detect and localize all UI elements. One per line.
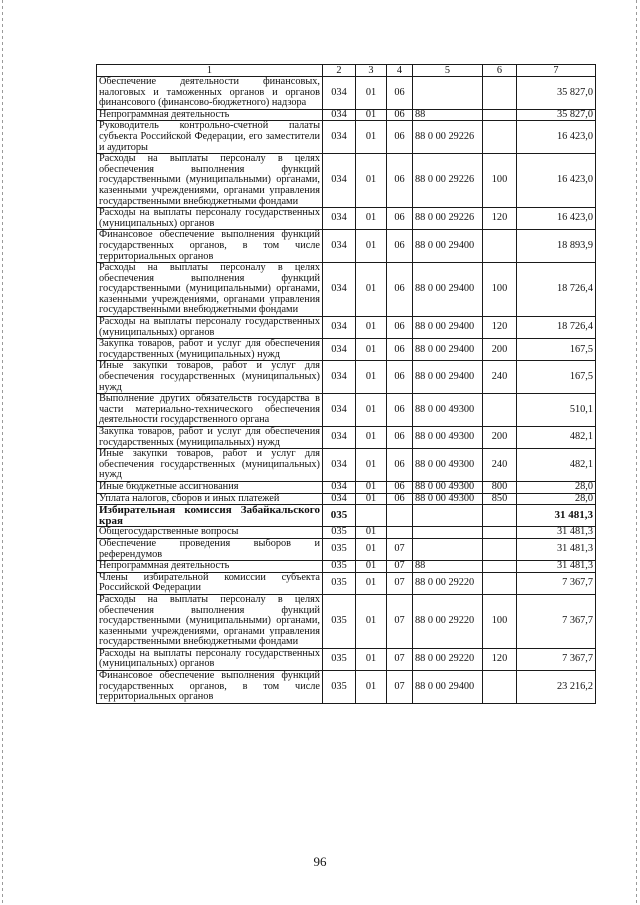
row-section-code: 01 [356, 648, 387, 670]
row-target-article: 88 0 00 49300 [413, 493, 483, 505]
row-section-code [356, 505, 387, 527]
row-expense-type [483, 572, 517, 594]
row-target-article: 88 0 00 29400 [413, 230, 483, 263]
budget-table [96, 64, 596, 704]
row-expense-type: 240 [483, 449, 517, 482]
row-amount: 167,5 [517, 361, 596, 394]
row-subsection-code [387, 505, 413, 527]
row-target-article [413, 505, 483, 527]
scan-edge-left [2, 0, 3, 905]
row-name: Расходы на выплаты персоналу государственных (муниципальных) органов [97, 648, 323, 670]
table-row [97, 493, 596, 505]
row-section-code: 01 [356, 572, 387, 594]
row-subsection-code: 06 [387, 230, 413, 263]
row-subsection-code: 06 [387, 208, 413, 230]
row-expense-type [483, 230, 517, 263]
table-row [97, 361, 596, 394]
row-amount: 16 423,0 [517, 208, 596, 230]
row-subsection-code: 06 [387, 361, 413, 394]
row-target-article: 88 [413, 109, 483, 121]
row-target-article [413, 527, 483, 539]
page-number: 96 [313, 854, 327, 869]
row-name: Расходы на выплаты персоналу в целях обеспечения выполнения функций государственными (муниципальными) органами, казенными учреждениями, органами управления государственными внебюджетными фондами [97, 154, 323, 208]
row-section-code: 01 [356, 527, 387, 539]
row-expense-type: 100 [483, 594, 517, 648]
table-row [97, 121, 596, 154]
row-subsection-code: 07 [387, 671, 413, 704]
row-subsection-code: 07 [387, 572, 413, 594]
header-cell: 1 [97, 65, 323, 77]
row-expense-type [483, 505, 517, 527]
row-name: Обеспечение деятельности финансовых, налоговых и таможенных органов и органов финансового (финансово-бюджетного) надзора [97, 77, 323, 110]
row-name: Избирательная комиссия Забайкальского края [97, 505, 323, 527]
row-amount: 35 827,0 [517, 77, 596, 110]
row-amount: 16 423,0 [517, 154, 596, 208]
row-name: Обеспечение проведения выборов и референдумов [97, 538, 323, 560]
row-section-code: 01 [356, 481, 387, 493]
row-section-code: 01 [356, 427, 387, 449]
row-grbs-code: 035 [323, 505, 356, 527]
row-name: Расходы на выплаты персоналу государственных (муниципальных) органов [97, 208, 323, 230]
row-name: Финансовое обеспечение выполнения функций государственных органов, в том числе территориальных органов [97, 671, 323, 704]
table-row [97, 594, 596, 648]
row-subsection-code: 07 [387, 594, 413, 648]
table-row [97, 671, 596, 704]
row-expense-type [483, 109, 517, 121]
row-name: Расходы на выплаты персоналу государственных (муниципальных) органов [97, 317, 323, 339]
row-grbs-code: 035 [323, 527, 356, 539]
row-amount: 482,1 [517, 427, 596, 449]
row-expense-type: 200 [483, 339, 517, 361]
header-cell: 5 [413, 65, 483, 77]
row-expense-type [483, 561, 517, 573]
row-name: Иные закупки товаров, работ и услуг для обеспечения государственных (муниципальных) нужд [97, 361, 323, 394]
row-grbs-code: 034 [323, 449, 356, 482]
row-target-article: 88 0 00 49300 [413, 427, 483, 449]
row-target-article: 88 [413, 561, 483, 573]
row-section-code: 01 [356, 208, 387, 230]
table-row [97, 77, 596, 110]
row-grbs-code: 034 [323, 481, 356, 493]
row-target-article: 88 0 00 29400 [413, 671, 483, 704]
header-cell: 7 [517, 65, 596, 77]
row-target-article: 88 0 00 29400 [413, 317, 483, 339]
row-subsection-code: 07 [387, 538, 413, 560]
row-name: Выполнение других обязательств государства в части материально-технического обеспечения деятельности государственного органа [97, 394, 323, 427]
row-expense-type: 240 [483, 361, 517, 394]
row-section-code: 01 [356, 339, 387, 361]
header-cell: 6 [483, 65, 517, 77]
row-expense-type [483, 538, 517, 560]
row-amount: 7 367,7 [517, 648, 596, 670]
row-expense-type [483, 121, 517, 154]
row-subsection-code: 06 [387, 394, 413, 427]
row-target-article: 88 0 00 29400 [413, 339, 483, 361]
row-target-article: 88 0 00 49300 [413, 394, 483, 427]
row-amount: 23 216,2 [517, 671, 596, 704]
row-subsection-code: 06 [387, 493, 413, 505]
row-amount: 31 481,3 [517, 561, 596, 573]
row-target-article: 88 0 00 29220 [413, 648, 483, 670]
row-section-code: 01 [356, 263, 387, 317]
row-name: Закупка товаров, работ и услуг для обеспечения государственных (муниципальных) нужд [97, 427, 323, 449]
row-subsection-code: 06 [387, 317, 413, 339]
table-row [97, 427, 596, 449]
row-amount: 18 726,4 [517, 317, 596, 339]
row-grbs-code: 035 [323, 572, 356, 594]
row-grbs-code: 034 [323, 394, 356, 427]
row-amount: 167,5 [517, 339, 596, 361]
row-target-article: 88 0 00 29226 [413, 154, 483, 208]
row-subsection-code: 06 [387, 77, 413, 110]
row-grbs-code: 034 [323, 317, 356, 339]
row-name: Непрограммная деятельность [97, 109, 323, 121]
table-row [97, 208, 596, 230]
table-row [97, 505, 596, 527]
row-target-article: 88 0 00 29220 [413, 594, 483, 648]
scan-edge-right [636, 0, 637, 905]
row-section-code: 01 [356, 361, 387, 394]
row-name: Финансовое обеспечение выполнения функций государственных органов, в том числе территориальных органов [97, 230, 323, 263]
row-grbs-code: 035 [323, 538, 356, 560]
table-row [97, 449, 596, 482]
row-section-code: 01 [356, 538, 387, 560]
row-subsection-code [387, 527, 413, 539]
row-subsection-code: 06 [387, 109, 413, 121]
row-subsection-code: 06 [387, 339, 413, 361]
row-name: Руководитель контрольно-счетной палаты субъекта Российской Федерации, его заместители и аудиторы [97, 121, 323, 154]
table-row [97, 230, 596, 263]
row-expense-type [483, 671, 517, 704]
row-expense-type: 200 [483, 427, 517, 449]
row-expense-type: 850 [483, 493, 517, 505]
table-row [97, 394, 596, 427]
row-expense-type [483, 527, 517, 539]
row-name: Закупка товаров, работ и услуг для обеспечения государственных (муниципальных) нужд [97, 339, 323, 361]
table-row [97, 263, 596, 317]
row-amount: 28,0 [517, 481, 596, 493]
row-expense-type [483, 77, 517, 110]
row-grbs-code: 034 [323, 109, 356, 121]
row-amount: 28,0 [517, 493, 596, 505]
row-amount: 510,1 [517, 394, 596, 427]
row-grbs-code: 034 [323, 230, 356, 263]
row-name: Иные бюджетные ассигнования [97, 481, 323, 493]
header-cell: 3 [356, 65, 387, 77]
row-grbs-code: 034 [323, 361, 356, 394]
row-subsection-code: 07 [387, 648, 413, 670]
table-header-row [97, 65, 596, 77]
row-target-article: 88 0 00 49300 [413, 481, 483, 493]
row-expense-type: 800 [483, 481, 517, 493]
row-amount: 18 893,9 [517, 230, 596, 263]
row-target-article: 88 0 00 29400 [413, 263, 483, 317]
table-row [97, 648, 596, 670]
row-expense-type: 120 [483, 208, 517, 230]
row-grbs-code: 035 [323, 671, 356, 704]
table-row [97, 339, 596, 361]
row-amount: 31 481,3 [517, 505, 596, 527]
row-amount: 7 367,7 [517, 572, 596, 594]
row-grbs-code: 034 [323, 427, 356, 449]
row-subsection-code: 06 [387, 427, 413, 449]
row-amount: 482,1 [517, 449, 596, 482]
row-grbs-code: 034 [323, 208, 356, 230]
row-target-article: 88 0 00 29220 [413, 572, 483, 594]
row-grbs-code: 034 [323, 77, 356, 110]
header-cell: 2 [323, 65, 356, 77]
row-amount: 31 481,3 [517, 527, 596, 539]
table-row [97, 317, 596, 339]
row-subsection-code: 06 [387, 121, 413, 154]
row-amount: 18 726,4 [517, 263, 596, 317]
row-section-code: 01 [356, 317, 387, 339]
row-grbs-code: 034 [323, 121, 356, 154]
row-expense-type [483, 394, 517, 427]
row-amount: 16 423,0 [517, 121, 596, 154]
row-grbs-code: 035 [323, 648, 356, 670]
row-name: Члены избирательной комиссии субъекта Российской Федерации [97, 572, 323, 594]
row-expense-type: 100 [483, 154, 517, 208]
row-subsection-code: 06 [387, 263, 413, 317]
row-target-article: 88 0 00 29226 [413, 121, 483, 154]
row-target-article: 88 0 00 29400 [413, 361, 483, 394]
row-section-code: 01 [356, 230, 387, 263]
row-target-article: 88 0 00 29226 [413, 208, 483, 230]
row-section-code: 01 [356, 594, 387, 648]
row-name: Иные закупки товаров, работ и услуг для обеспечения государственных (муниципальных) нужд [97, 449, 323, 482]
row-section-code: 01 [356, 154, 387, 208]
row-name: Общегосударственные вопросы [97, 527, 323, 539]
row-grbs-code: 034 [323, 339, 356, 361]
row-subsection-code: 06 [387, 154, 413, 208]
row-section-code: 01 [356, 561, 387, 573]
table-row [97, 481, 596, 493]
row-amount: 7 367,7 [517, 594, 596, 648]
row-name: Уплата налогов, сборов и иных платежей [97, 493, 323, 505]
table-row [97, 154, 596, 208]
row-section-code: 01 [356, 77, 387, 110]
row-expense-type: 120 [483, 648, 517, 670]
row-section-code: 01 [356, 394, 387, 427]
row-amount: 35 827,0 [517, 109, 596, 121]
row-expense-type: 120 [483, 317, 517, 339]
row-section-code: 01 [356, 493, 387, 505]
table-row [97, 538, 596, 560]
row-target-article: 88 0 00 49300 [413, 449, 483, 482]
row-name: Расходы на выплаты персоналу в целях обеспечения выполнения функций государственными (муниципальными) органами, казенными учреждениями, органами управления государственными внебюджетными фондами [97, 594, 323, 648]
row-subsection-code: 06 [387, 481, 413, 493]
row-section-code: 01 [356, 671, 387, 704]
row-target-article [413, 77, 483, 110]
row-section-code: 01 [356, 121, 387, 154]
row-amount: 31 481,3 [517, 538, 596, 560]
row-grbs-code: 034 [323, 154, 356, 208]
row-subsection-code: 07 [387, 561, 413, 573]
row-subsection-code: 06 [387, 449, 413, 482]
row-section-code: 01 [356, 449, 387, 482]
row-target-article [413, 538, 483, 560]
table-row [97, 561, 596, 573]
row-grbs-code: 034 [323, 263, 356, 317]
row-grbs-code: 035 [323, 561, 356, 573]
table-row [97, 572, 596, 594]
row-grbs-code: 034 [323, 493, 356, 505]
row-grbs-code: 035 [323, 594, 356, 648]
row-expense-type: 100 [483, 263, 517, 317]
row-section-code: 01 [356, 109, 387, 121]
table-row [97, 527, 596, 539]
header-cell: 4 [387, 65, 413, 77]
table-row [97, 109, 596, 121]
row-name: Расходы на выплаты персоналу в целях обеспечения выполнения функций государственными (муниципальными) органами, казенными учреждениями, органами управления государственными внебюджетными фондами [97, 263, 323, 317]
row-name: Непрограммная деятельность [97, 561, 323, 573]
